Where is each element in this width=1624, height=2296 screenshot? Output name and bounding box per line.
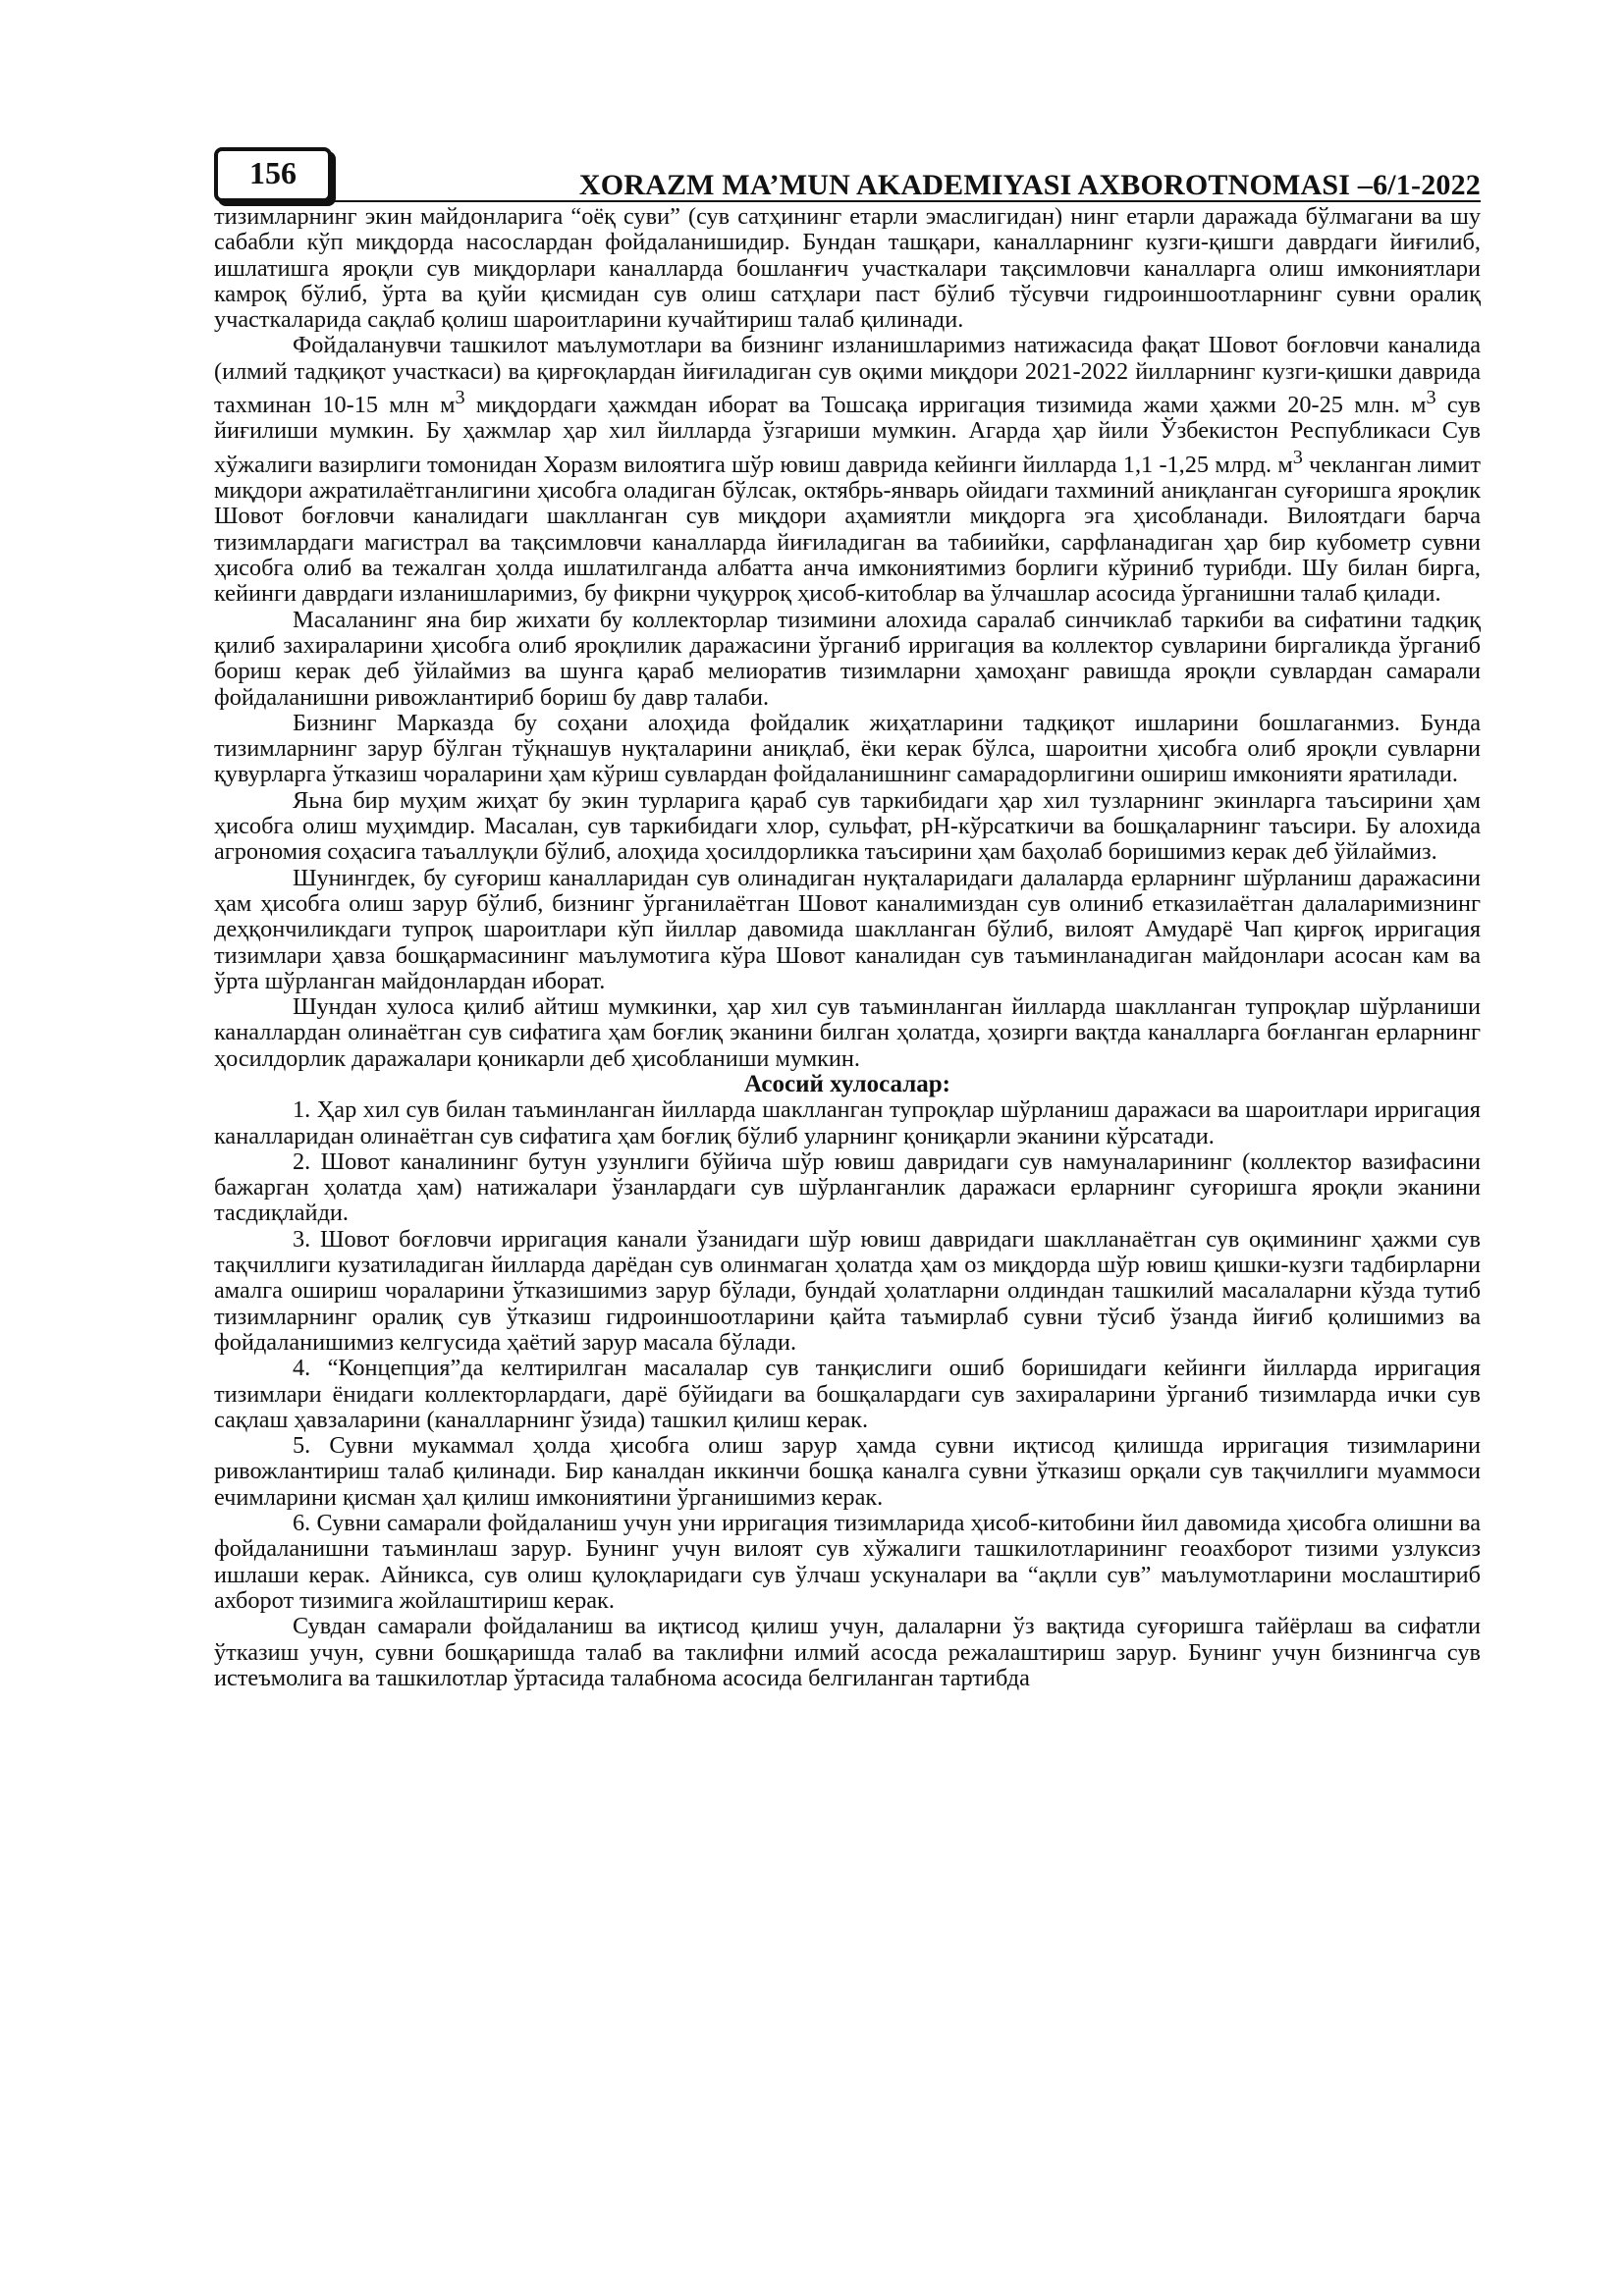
superscript: 3 <box>1426 387 1436 409</box>
superscript: 3 <box>455 387 465 409</box>
text-run: миқдордаги ҳажмдан иборат ва Тошсақа ирригация тизимида жами ҳажми 20-25 млн. м <box>464 392 1427 419</box>
conclusion-item: 4. “Концепция”да келтирилган масалалар сув танқислиги ошиб боришидаги кейинги йилларда ирригация тизимлари ёнидаги коллекторлардаги, дарё бўйидаги ва бошқалардаги сув захираларини ўрганиб тизимларда ички сув сақлаш ҳавзаларини (каналларнинг ўзида) ташкил қилиш керак. <box>214 1355 1481 1433</box>
text-run: сув йиғилиши мумкин. Бу ҳажмлар ҳар хил йилларда ўзгариши мумкин. Агарда ҳар йили Ўзбекистон Республикаси Сув хўжалиги вазирлиги томонидан Хоразм вилоятига шўр ювиш даврида кейинги йилларда 1,1 -1,25 млрд. м <box>214 392 1481 478</box>
paragraph: Шундан хулоса қилиб айтиш мумкинки, ҳар хил сув таъминланган йилларда шаклланган тупроқлар шўрланиши каналлардан олинаётган сув сифатига ҳам боғлиқ эканини билган ҳолатда, ҳозирги вақтда каналларга боғланган ерларнинг ҳосилдорлик даражалари қоникарли деб ҳисобланиши мумкин. <box>214 993 1481 1072</box>
conclusion-item: 5. Сувни мукаммал ҳолда ҳисобга олиш зарур ҳамда сувни иқтисод қилишда ирригация тизимларини ривожлантириш талаб қилинади. Бир каналдан иккинчи бошқа каналга сувни ўтказиш орқали сув тақчиллиги муаммоси ечимларини қисман ҳал қилиш имкониятини ўрганишимиз керак. <box>214 1432 1481 1511</box>
paragraph <box>214 333 1481 607</box>
page-number: 156 <box>214 147 332 202</box>
journal-title: XORAZM MA’MUN AKADEMIYASI AXBOROTNOMASI –6/1-2022 <box>578 169 1481 201</box>
conclusion-item: 1. Ҳар хил сув билан таъминланган йилларда шаклланган тупроқлар шўрланиш даражаси ва шароитлари ирригация каналларидан олинаётган сув сифатига ҳам боғлиқ бўлиб уларнинг қониқарли эканини кўрсатади. <box>214 1096 1481 1149</box>
paragraph: Масаланинг яна бир жихати бу коллекторлар тизимини алохида саралаб синчиклаб таркиби ва сифатини тадқиқ қилиб захираларини ҳисобга олиб яроқлилик даражасини ўрганиб ирригация ва коллектор сувларини биргаликда ўрганиб бориш керак деб ўйлаймиз ва шунга қараб мелиоратив тизимларни ҳамоҳанг равишда яроқли сувлардан самарали фойдаланишни ривожлантириб бориш бу давр талаби. <box>214 606 1481 711</box>
article-body <box>214 204 1481 1691</box>
paragraph: Яьна бир муҳим жиҳат бу экин турларига қараб сув таркибидаги ҳар хил тузларнинг экинларга таъсирини ҳам ҳисобга олиш муҳимдир. Масалан, сув таркибидаги хлор, сульфат, pH-кўрсаткичи ва бошқаларнинг таъсири. Бу алохида агрономия соҳасига таъаллуқли бўлиб, алоҳида ҳосилдорликка таъсирини ҳам баҳолаб боришимиз керак деб ўйлаймиз. <box>214 786 1481 866</box>
paragraph: Бизнинг Марказда бу соҳани алоҳида фойдалик жиҳатларини тадқиқот ишларини бошлаганмиз. Бунда тизимларнинг зарур бўлган тўқнашув нуқталарини аниқлаб, ёки керак бўлса, шароитни ҳисобга олиб яроқли сувларни қувурларга ўтказиш чораларини ҳам кўриш сувлардан фойдаланишнинг самарадорлигини ошириш имконияти яратилади. <box>214 709 1481 788</box>
conclusion-item: 2. Шовот каналининг бутун узунлиги бўйича шўр ювиш давридаги сув намуналарининг (коллектор вазифасини бажарган ҳолатда ҳам) натижалари ўзанлардаги сув шўрланганлик даражаси ерларнинг суғоришга яроқли эканини тасдиқлайди. <box>214 1148 1481 1227</box>
conclusions-heading: Асосий хулосалар: <box>743 1070 950 1097</box>
paragraph: Сувдан самарали фойдаланиш ва иқтисод қилиш учун, далаларни ўз вақтида суғоришга тайёрлаш ва сифатли ўтказиш учун, сувни бошқаришда талаб ва таклифни илмий асосда режалаштириш зарур. Бунинг учун бизнингча сув истеъмолига ва ташкилотлар ўртасида талабнома асосида белгиланган тартибда <box>214 1613 1481 1691</box>
header-rule <box>328 200 1481 202</box>
paragraph: тизимларнинг экин майдонларига “оёқ суви” (сув сатҳининг етарли эмаслигидан) нинг етарли даражада бўлмагани ва шу сабабли кўп миқдорда насослардан фойдаланишидир. Бундан ташқари, каналларнинг кузги-қишги даврдаги йиғилиб, ишлатишга яроқли сув миқдорлари каналларда бошланғич участкалари тақсимловчи каналларга олиш имкониятлари камроқ бўлиб, ўрта ва қуйи қисмидан сув олиш сатҳлари паст бўлиб тўсувчи гидроиншоотларнинг сувни оралиқ участкаларида сақлаб қолиш шароитларини кучайтириш талаб қилинади. <box>214 203 1481 334</box>
superscript: 3 <box>1292 446 1303 468</box>
paragraph: Шунингдек, бу суғориш каналларидан сув олинадиган нуқталаридаги далаларда ерларнинг шўрланиш даражасини ҳам ҳисобга олиш зарур бўлиб, бизнинг ўрганилаётган Шовот каналимиздан сув олиниб етказилаётган далаларимизнинг деҳқончиликдаги тупроқ шароитлари кўп йиллар давомида шаклланган бўлиб, вилоят Амударё Чап қирғоқ ирригация тизимлари ҳавза бошқармасининг маълумотига кўра Шовот каналидан сув таъминланадиган майдонлари асосан кам ва ўрта шўрланган майдонлардан иборат. <box>214 864 1481 994</box>
page-header <box>214 147 1481 206</box>
conclusion-item: 6. Сувни самарали фойдаланиш учун уни ирригация тизимларида ҳисоб-китобини йил давомида ҳисобга олишни ва фойдаланишни таъминлаш зарур. Бунинг учун вилоят сув хўжалиги ташкилотларининг геоахборот тизими узлуксиз ишлаши керак. Айникса, сув олиш қулоқларидаги сув ўлчаш ускуналари ва “ақлли сув” маълумотларини мослаштириб ахборот тизимига жойлаштириш керак. <box>214 1510 1481 1614</box>
text-run: чекланган лимит миқдори ажратилаётганлигини ҳисобга оладиган бўлсак, октябрь-январь ойидаги тахминий аниқланган суғоришга яроқлик Шовот боғловчи каналидаги шаклланган сув миқдори аҳамиятли миқдорга эга ҳисобланади. Вилоятдаги барча тизимлардаги магистрал ва тақсимловчи каналларда йиғиладиган ва табиийки, сарфланадиган ҳар бир кубометр сувни ҳисобга олиб ва тежалган ҳолда ишлатилганда албатта анча имкониятимиз борлиги кўриниб турибди. Шу билан бирга, кейинги даврдаги изланишларимиз, бу фикрни чуқурроқ ҳисоб-китоблар ва ўлчашлар асосида ўрганишни талаб қилади. <box>214 451 1481 608</box>
conclusion-item: 3. Шовот боғловчи ирригация канали ўзанидаги шўр ювиш давридаги шаклланаётган сув оқимининг ҳажми сув тақчиллиги кузатиладиган йилларда дарёдан сув олинмаган ҳолатда ҳам оз миқдорда шўр ювиш қишки-кузги тадбирларни амалга ошириш чораларини ўтказишимиз зарур бўлади, бундай ҳолатларни олдиндан ташкилий масалаларни кўзда тутиб тизимларнинг оралиқ сув ўтказиш гидроиншоотларини қайта таъмирлаб сувни тўсиб ўзанда йиғиб қолишимиз ва фойдаланишимиз келгусида ҳаётий зарур масала бўлади. <box>214 1225 1481 1356</box>
text-run: Фойдаланувчи ташкилот маълумотлари ва бизнинг изланишларимиз натижасида фақат Шовот боғловчи каналида (илмий тадқиқот участкаси) ва қирғоқлардан йиғиладиган сув оқими миқдори 2021-2022 йилларнинг кузги-қишки даврида тахминан 10-15 млн м <box>214 332 1481 419</box>
